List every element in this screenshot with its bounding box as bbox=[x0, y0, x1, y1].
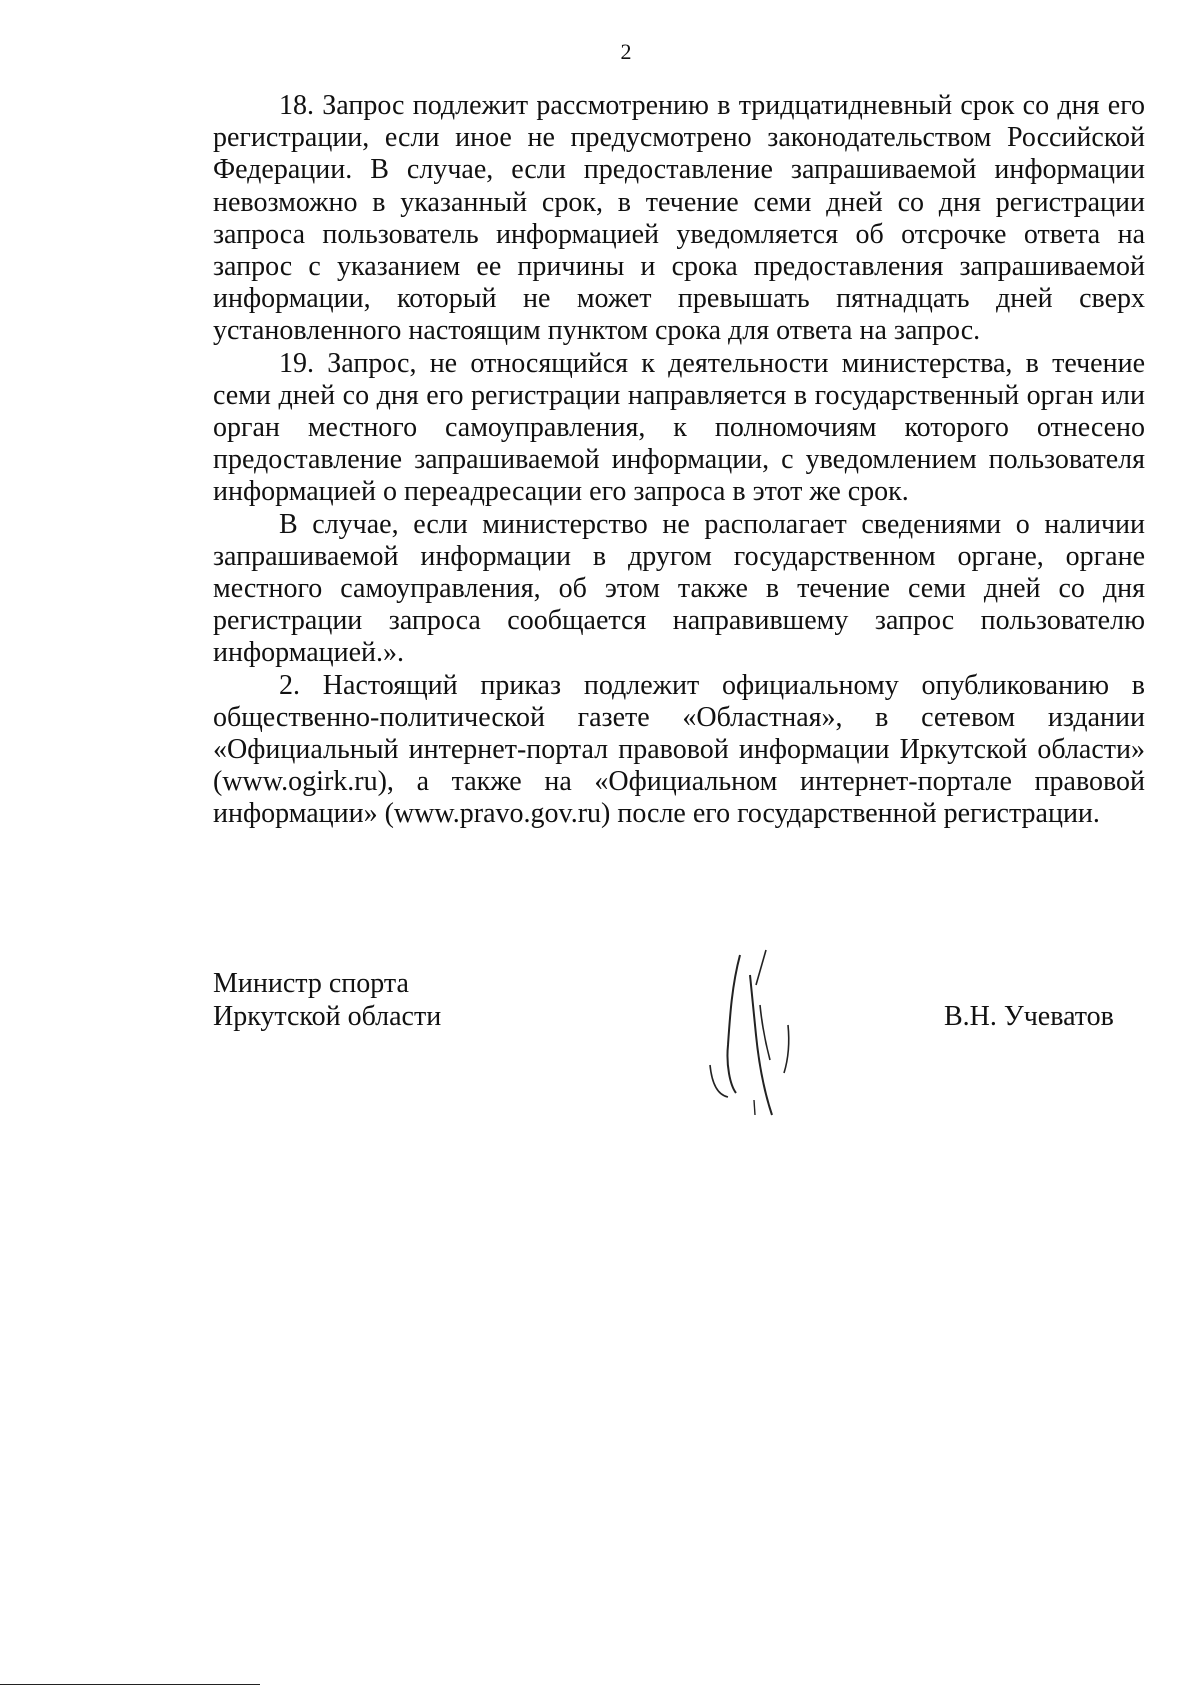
paragraph-19: 19. Запрос, не относящийся к деятельности министерства, в течение семи дней со дня его регистрации направляется в государственный орган или орган местного самоуправления, к полномочиям которого отнесено предоставление запрашиваемой информации, с уведомлением пользователя информацией о переадресации его запроса в этот же срок. bbox=[213, 347, 1145, 508]
footer-divider bbox=[0, 1684, 260, 1685]
page-number: 2 bbox=[620, 39, 632, 64]
paragraph-2-publication: 2. Настоящий приказ подлежит официальному опубликованию в общественно-политической газете «Областная», в сетевом издании «Официальный интернет-портал правовой информации Иркутской области» (www.ogirk.ru), а также на «Официальном интернет-портале правовой информации» (www.pravo.gov.ru) после его государственной регистрации. bbox=[213, 669, 1145, 830]
signer-name: В.Н. Учеватов bbox=[944, 1001, 1114, 1032]
signer-position bbox=[213, 967, 441, 1033]
handwritten-signature bbox=[700, 945, 810, 1125]
signer-position-line-1: Министр спорта bbox=[213, 968, 409, 999]
paragraph-19-continuation: В случае, если министерство не располагает сведениями о наличии запрашиваемой информации в другом государственном органе, органе местного самоуправления, об этом также в течение семи дней со дня регистрации запроса сообщается направившему запрос пользователю информацией.». bbox=[213, 508, 1145, 669]
signer-position-line-2: Иркутской области bbox=[213, 1001, 442, 1032]
paragraph-18: 18. Запрос подлежит рассмотрению в тридцатидневный срок со дня его регистрации, если иное не предусмотрено законодательством Российской Федерации. В случае, если предоставление запрашиваемой информации невозможно в указанный срок, в течение семи дней со дня регистрации запроса пользователь информацией уведомляется об отсрочке ответа на запрос с указанием ее причины и срока предоставления запрашиваемой информации, который не может превышать пятнадцать дней сверх установленного настоящим пунктом срока для ответа на запрос. bbox=[213, 90, 1145, 347]
document-body bbox=[213, 90, 1145, 831]
